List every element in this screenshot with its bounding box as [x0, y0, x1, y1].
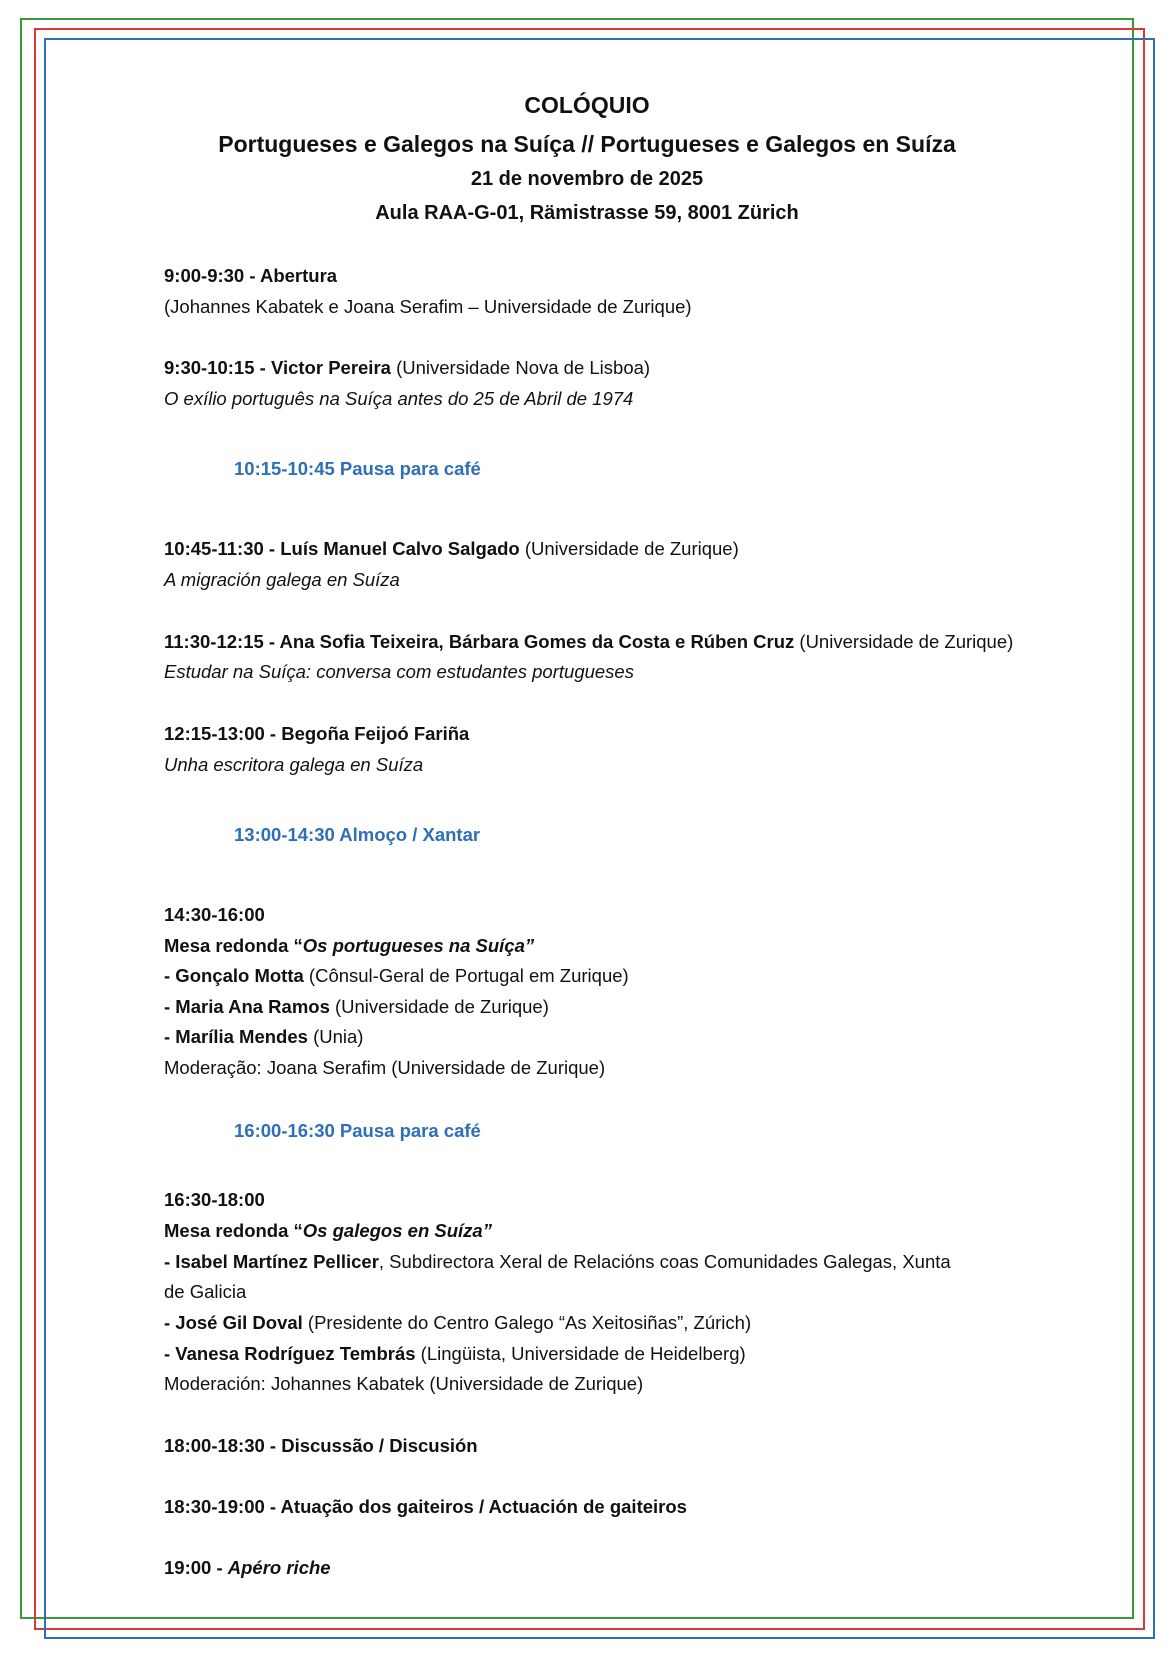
coffee-break-2: 16:00-16:30 Pausa para café: [234, 1120, 481, 1141]
participant-affiliation: , Subdirectora Xeral de Relacións coas Comunidades Galegas, Xunta: [378, 1251, 951, 1272]
participant-name: - Isabel Martínez Pellicer: [164, 1251, 379, 1272]
panel-2-time: 16:30-18:00: [164, 1189, 265, 1210]
session-2-speaker: Victor Pereira: [270, 357, 391, 378]
session-opening-people: (Johannes Kabatek e Joana Serafim – Universidade de Zurique): [164, 296, 692, 317]
event-venue: Aula RAA-G-01, Rämistrasse 59, 8001 Zürich: [375, 202, 799, 224]
panel-2-title: [164, 1220, 492, 1242]
participant-affiliation: (Cônsul-Geral de Portugal em Zurique): [303, 965, 629, 986]
session-bagpipers: 18:30-19:00 - Atuação dos gaiteiros / Actuación de gaiteiros: [164, 1496, 687, 1517]
panel-1-quote-close: ”: [524, 935, 535, 956]
panel-1-time: 14:30-16:00: [164, 904, 265, 925]
participant-name: - Vanesa Rodríguez Tembrás: [164, 1343, 416, 1364]
participant-affiliation: (Unia): [307, 1026, 364, 1047]
panel-2-participant: [164, 1312, 751, 1334]
participant-affiliation: (Lingüista, Universidade de Heidelberg): [415, 1343, 746, 1364]
session-2-header: [164, 357, 650, 379]
participant-affiliation: (Universidade de Zurique): [329, 996, 549, 1017]
panel-2-moderation: Moderación: Johannes Kabatek (Universidade de Zurique): [164, 1373, 644, 1394]
session-3-title: A migración galega en Suíza: [164, 569, 400, 590]
session-2-time: 9:30-10:15 -: [164, 357, 271, 378]
session-4-title: Estudar na Suíça: conversa com estudantes portugueses: [164, 661, 634, 682]
session-4-speaker: Ana Sofia Teixeira, Bárbara Gomes da Costa e Rúben Cruz: [279, 631, 795, 652]
page-title: COLÓQUIO: [524, 92, 650, 118]
panel-2-participant: [164, 1251, 951, 1273]
session-discussion: 18:00-18:30 - Discussão / Discusión: [164, 1435, 478, 1456]
session-5-header: [164, 723, 469, 745]
session-5-title: Unha escritora galega en Suíza: [164, 754, 424, 775]
session-3-affiliation: (Universidade de Zurique): [519, 538, 739, 559]
panel-1-title: [164, 935, 534, 957]
session-apero: [164, 1557, 331, 1579]
panel-2-quote-close: ”: [482, 1220, 492, 1241]
participant-name: - Marília Mendes: [164, 1026, 308, 1047]
session-apero-title: Apéro riche: [227, 1557, 331, 1578]
session-opening-time: 9:00-9:30 - Abertura: [164, 265, 338, 286]
panel-2-topic: Os galegos en Suíza: [302, 1220, 483, 1241]
event-date: 21 de novembro de 2025: [470, 168, 704, 190]
panel-2-participant: [164, 1343, 746, 1365]
panel-1-participant: [164, 996, 549, 1018]
session-2-affiliation: (Universidade Nova de Lisboa): [390, 357, 651, 378]
session-4-header: [164, 631, 1013, 653]
panel-1-topic: Os portugueses na Suíça: [302, 935, 525, 956]
coffee-break-1: 10:15-10:45 Pausa para café: [234, 458, 481, 479]
lunch-break: 13:00-14:30 Almoço / Xantar: [234, 824, 481, 845]
page-subtitle: Portugueses e Galegos na Suíça // Portugueses e Galegos en Suíza: [218, 131, 956, 157]
participant-affiliation: (Presidente do Centro Galego “As Xeitosiñas”, Zúrich): [302, 1312, 752, 1333]
panel-1-participant: [164, 1026, 363, 1048]
panel-2-label: Mesa redonda “: [164, 1220, 303, 1241]
panel-1-moderation: Moderação: Joana Serafim (Universidade de Zurique): [164, 1057, 606, 1078]
session-5-speaker: Begoña Feijoó Fariña: [281, 723, 470, 744]
session-3-time: 10:45-11:30 -: [164, 538, 281, 559]
panel-2-participant-continued: de Galicia: [164, 1281, 247, 1302]
session-5-time: 12:15-13:00 -: [164, 723, 282, 744]
session-apero-time: 19:00 -: [164, 1557, 228, 1578]
session-3-speaker: Luís Manuel Calvo Salgado: [280, 538, 520, 559]
session-3-header: [164, 538, 739, 560]
session-2-title: O exílio português na Suíça antes do 25 de Abril de 1974: [164, 388, 634, 409]
session-4-affiliation: (Universidade de Zurique): [794, 631, 1014, 652]
participant-name: - Gonçalo Motta: [164, 965, 304, 986]
panel-1-participant: [164, 965, 629, 987]
panel-1-label: Mesa redonda “: [164, 935, 303, 956]
session-4-time: 11:30-12:15 -: [164, 631, 280, 652]
participant-name: - Maria Ana Ramos: [164, 996, 330, 1017]
participant-name: - José Gil Doval: [164, 1312, 303, 1333]
